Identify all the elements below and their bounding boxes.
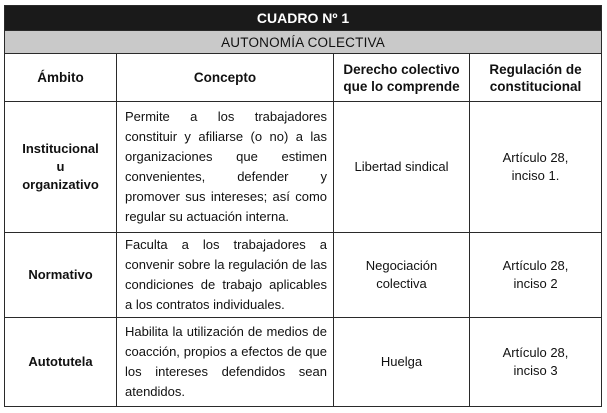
header-derecho <box>334 54 470 101</box>
autonomia-colectiva-table <box>4 5 602 407</box>
regulacion-line: inciso 1. <box>511 168 560 184</box>
header-concepto: Concepto <box>117 54 334 101</box>
ambito-line: Autotutela <box>28 354 93 370</box>
ambito-cell <box>5 233 117 318</box>
regulacion-cell <box>470 233 602 318</box>
ambito-line: Normativo <box>28 267 93 283</box>
regulacion-line: Artículo 28, <box>502 258 569 274</box>
ambito-cell <box>5 318 117 407</box>
derecho-line: Huelga <box>380 354 423 370</box>
concepto-cell: Faculta a los trabajadores a convenir sobre la regulación de las condiciones de trabajo aplicables a los contratos individuales. <box>117 233 334 318</box>
derecho-cell <box>334 233 470 318</box>
concepto-cell: Permite a los trabajadores constituir y afiliarse (o no) a las organizaciones que estimen convenientes, defender y promover sus intereses; así como regular su actuación interna. <box>117 101 334 232</box>
regulacion-cell <box>470 318 602 407</box>
header-derecho-line2: que lo comprende <box>343 78 460 94</box>
concepto-cell: Habilita la utilización de medios de coacción, propios a efectos de que los intereses defendidos sean atendidos. <box>117 318 334 407</box>
table-row <box>5 233 602 318</box>
table-subtitle-row <box>5 31 602 54</box>
header-regulacion-line1: Regulación de <box>489 61 582 77</box>
table-row <box>5 318 602 407</box>
table-row <box>5 101 602 232</box>
table-title: CUADRO Nº 1 <box>5 6 602 31</box>
derecho-cell <box>334 318 470 407</box>
ambito-line: Institucional <box>22 141 99 157</box>
regulacion-cell <box>470 101 602 232</box>
regulacion-line: Artículo 28, <box>502 150 569 166</box>
derecho-cell <box>334 101 470 232</box>
regulacion-line: inciso 3 <box>513 363 558 379</box>
header-regulacion-line2: constitucional <box>489 78 582 94</box>
ambito-line: u <box>56 159 65 175</box>
ambito-cell <box>5 101 117 232</box>
table-subtitle: AUTONOMÍA COLECTIVA <box>5 31 602 54</box>
regulacion-line: Artículo 28, <box>502 345 569 361</box>
derecho-line: Negociación <box>365 258 438 274</box>
header-regulacion <box>470 54 602 101</box>
ambito-line: organizativo <box>22 177 99 193</box>
derecho-line: Libertad sindical <box>354 159 449 175</box>
regulacion-line: inciso 2 <box>513 276 558 292</box>
header-derecho-line1: Derecho colectivo <box>343 61 460 77</box>
header-ambito: Ámbito <box>5 54 117 101</box>
header-row <box>5 54 602 101</box>
table-title-row <box>5 6 602 31</box>
derecho-line: colectiva <box>376 276 427 292</box>
